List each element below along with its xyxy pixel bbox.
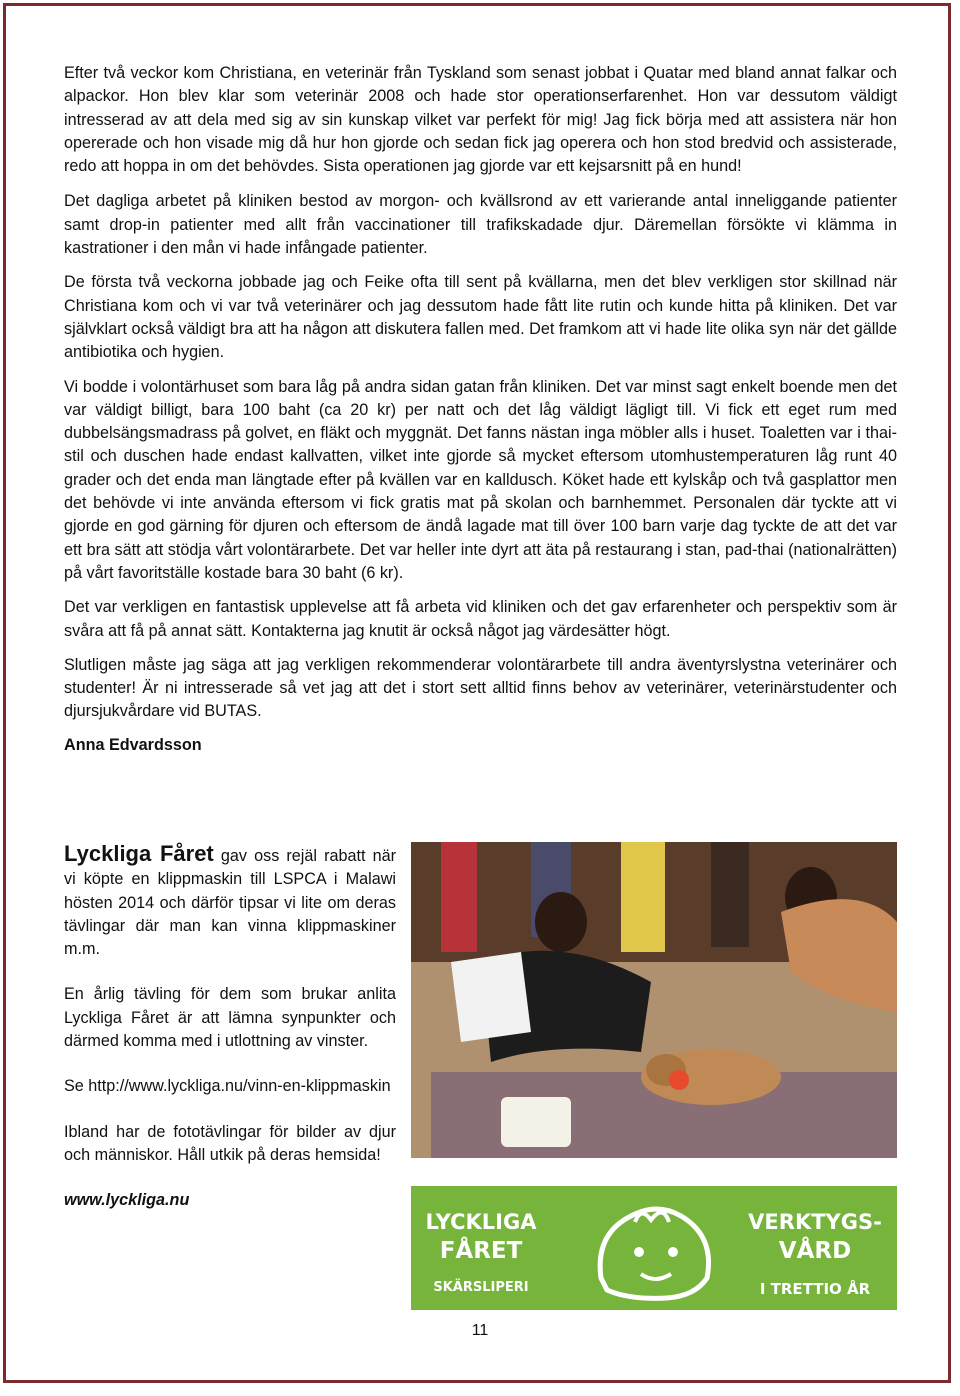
contest-link[interactable]: Se http://www.lyckliga.nu/vinn-en-klippmaskin	[64, 1077, 391, 1096]
banner-right-line3: I TRETTIO ÅR	[759, 1280, 871, 1298]
contest-text: En årlig tävling för dem som brukar anlita Lyckliga Fåret är att lämna synpunkter och därmed komma med i utlottning av vinster.	[64, 985, 396, 1051]
paragraph: Efter två veckor kom Christiana, en veterinär från Tyskland som senast jobbat i Quatar med bland annat falkar och alpackor. Hon blev klar som veterinär 2008 och hade stor operationserfarenhet. Hon var dessutom väldigt intresserad av att dela med sig av sin kunskap vilket var perfekt för mig! Jag fick börja med att assistera när hon opererade och hon visade mig då hur hon gjorde och sedan fick jag operera och hon stod bredvid och assisterade, redo att hoppa in om det behövdes. Sista operationen jag gjorde var ett kejsarsnitt på en hund!	[64, 64, 897, 176]
banner-right-line2: VÅRD	[778, 1238, 852, 1264]
sponsor-sidebar	[64, 842, 396, 1235]
banner-left-line1: LYCKLIGA	[425, 1210, 537, 1234]
sponsor-intro	[64, 842, 396, 961]
photo-contest-text: Ibland har de fototävlingar för bilder av djur och människor. Håll utkik på deras hemsida!	[64, 1122, 396, 1164]
paragraph: Det var verkligen en fantastisk upplevelse att få arbeta vid kliniken och det gav erfarenheter och perspektiv som är svåra att få på annat sätt. Kontakterna jag knutit är också något jag värdesätter högt.	[64, 598, 897, 640]
banner-left-line3: SKÄRSLIPERI	[433, 1280, 529, 1295]
clinic-photo	[411, 842, 897, 1158]
paragraph: De första två veckorna jobbade jag och Feike ofta till sent på kvällarna, men det blev verkligen stor skillnad när Christiana kom och vi var två veterinärer och jag dessutom hade fått lite rutin och kunde hitta på kliniken. Det var självklart också väldigt bra att ha någon att diskutera fallen med. Det framkom att vi hade lite olika syn när det gällde antibiotika och hygien.	[64, 273, 897, 362]
lyckliga-faret-banner	[411, 1186, 897, 1310]
banner-left-line2: FÅRET	[439, 1238, 523, 1264]
article-body	[64, 62, 897, 755]
paragraph: Det dagliga arbetet på kliniken bestod av morgon- och kvällsrond av ett varierande antal inneliggande patienter samt drop-in patienter med allt från vaccinationer till trafikskadade djur. Däremellan försökte vi klämma in kastrationer i den mån vi hade infångade patienter.	[64, 192, 897, 258]
banner-right-line1: VERKTYGS-	[748, 1210, 882, 1234]
page-number: 11	[471, 1322, 489, 1339]
author-name: Anna Edvardsson	[64, 735, 202, 754]
brand-title: Lyckliga Fåret	[64, 841, 214, 866]
sponsor-intro-text: gav oss rejäl rabatt när vi köpte en klippmaskin till LSPCA i Malawi hösten 2014 och därför tipsar vi lite om deras tävlingar där man kan vinna klippmaskiner m.m.	[64, 847, 397, 959]
paragraph: Slutligen måste jag säga att jag verkligen rekommenderar volontärarbete till andra äventyrslystna veterinärer och studenter! Är ni intresserade så vet jag att det i stort sett alltid finns behov av veterinärer, veterinärstudenter och djursjukvårdare vid BUTAS.	[64, 655, 897, 721]
paragraph: Vi bodde i volontärhuset som bara låg på andra sidan gatan från kliniken. Det var minst sagt enkelt boende men det var väldigt billigt, bara 100 baht (ca 20 kr) per natt och det låg väldigt lägligt till. Vi fick ett eget rum med dubbelsängsmadrass på golvet, en fläkt och myggnät. Det fanns nästan inga möbler alls i huset. Toaletten var i thai-stil och duschen hade endast kallvatten, vilket inte gjorde så mycket eftersom utomhustemperaturen låg runt 40 grader och det enda man längtade efter på kvällen var en kalldusch. Köket hade ett kylskåp och två gasplattor men det behövde vi inte använda eftersom vi fick gratis mat på skolan och barnhemmet. Personalen där tyckte att vi gjorde en god gärning för djuren och eftersom de ändå lagade mat till över 100 barn varje dag tyckte de att det var ett bra sätt att stödja vårt volontärarbete. Det var heller inte dyrt att äta på restaurang i stan, pad-thai (nationalrätten) på vårt favoritställe kostade bara 30 baht (6 kr).	[64, 377, 897, 582]
sheep-logo-icon	[577, 1192, 731, 1304]
sponsor-url[interactable]: www.lyckliga.nu	[64, 1191, 190, 1210]
clinic-photo-illustration	[411, 842, 897, 1158]
